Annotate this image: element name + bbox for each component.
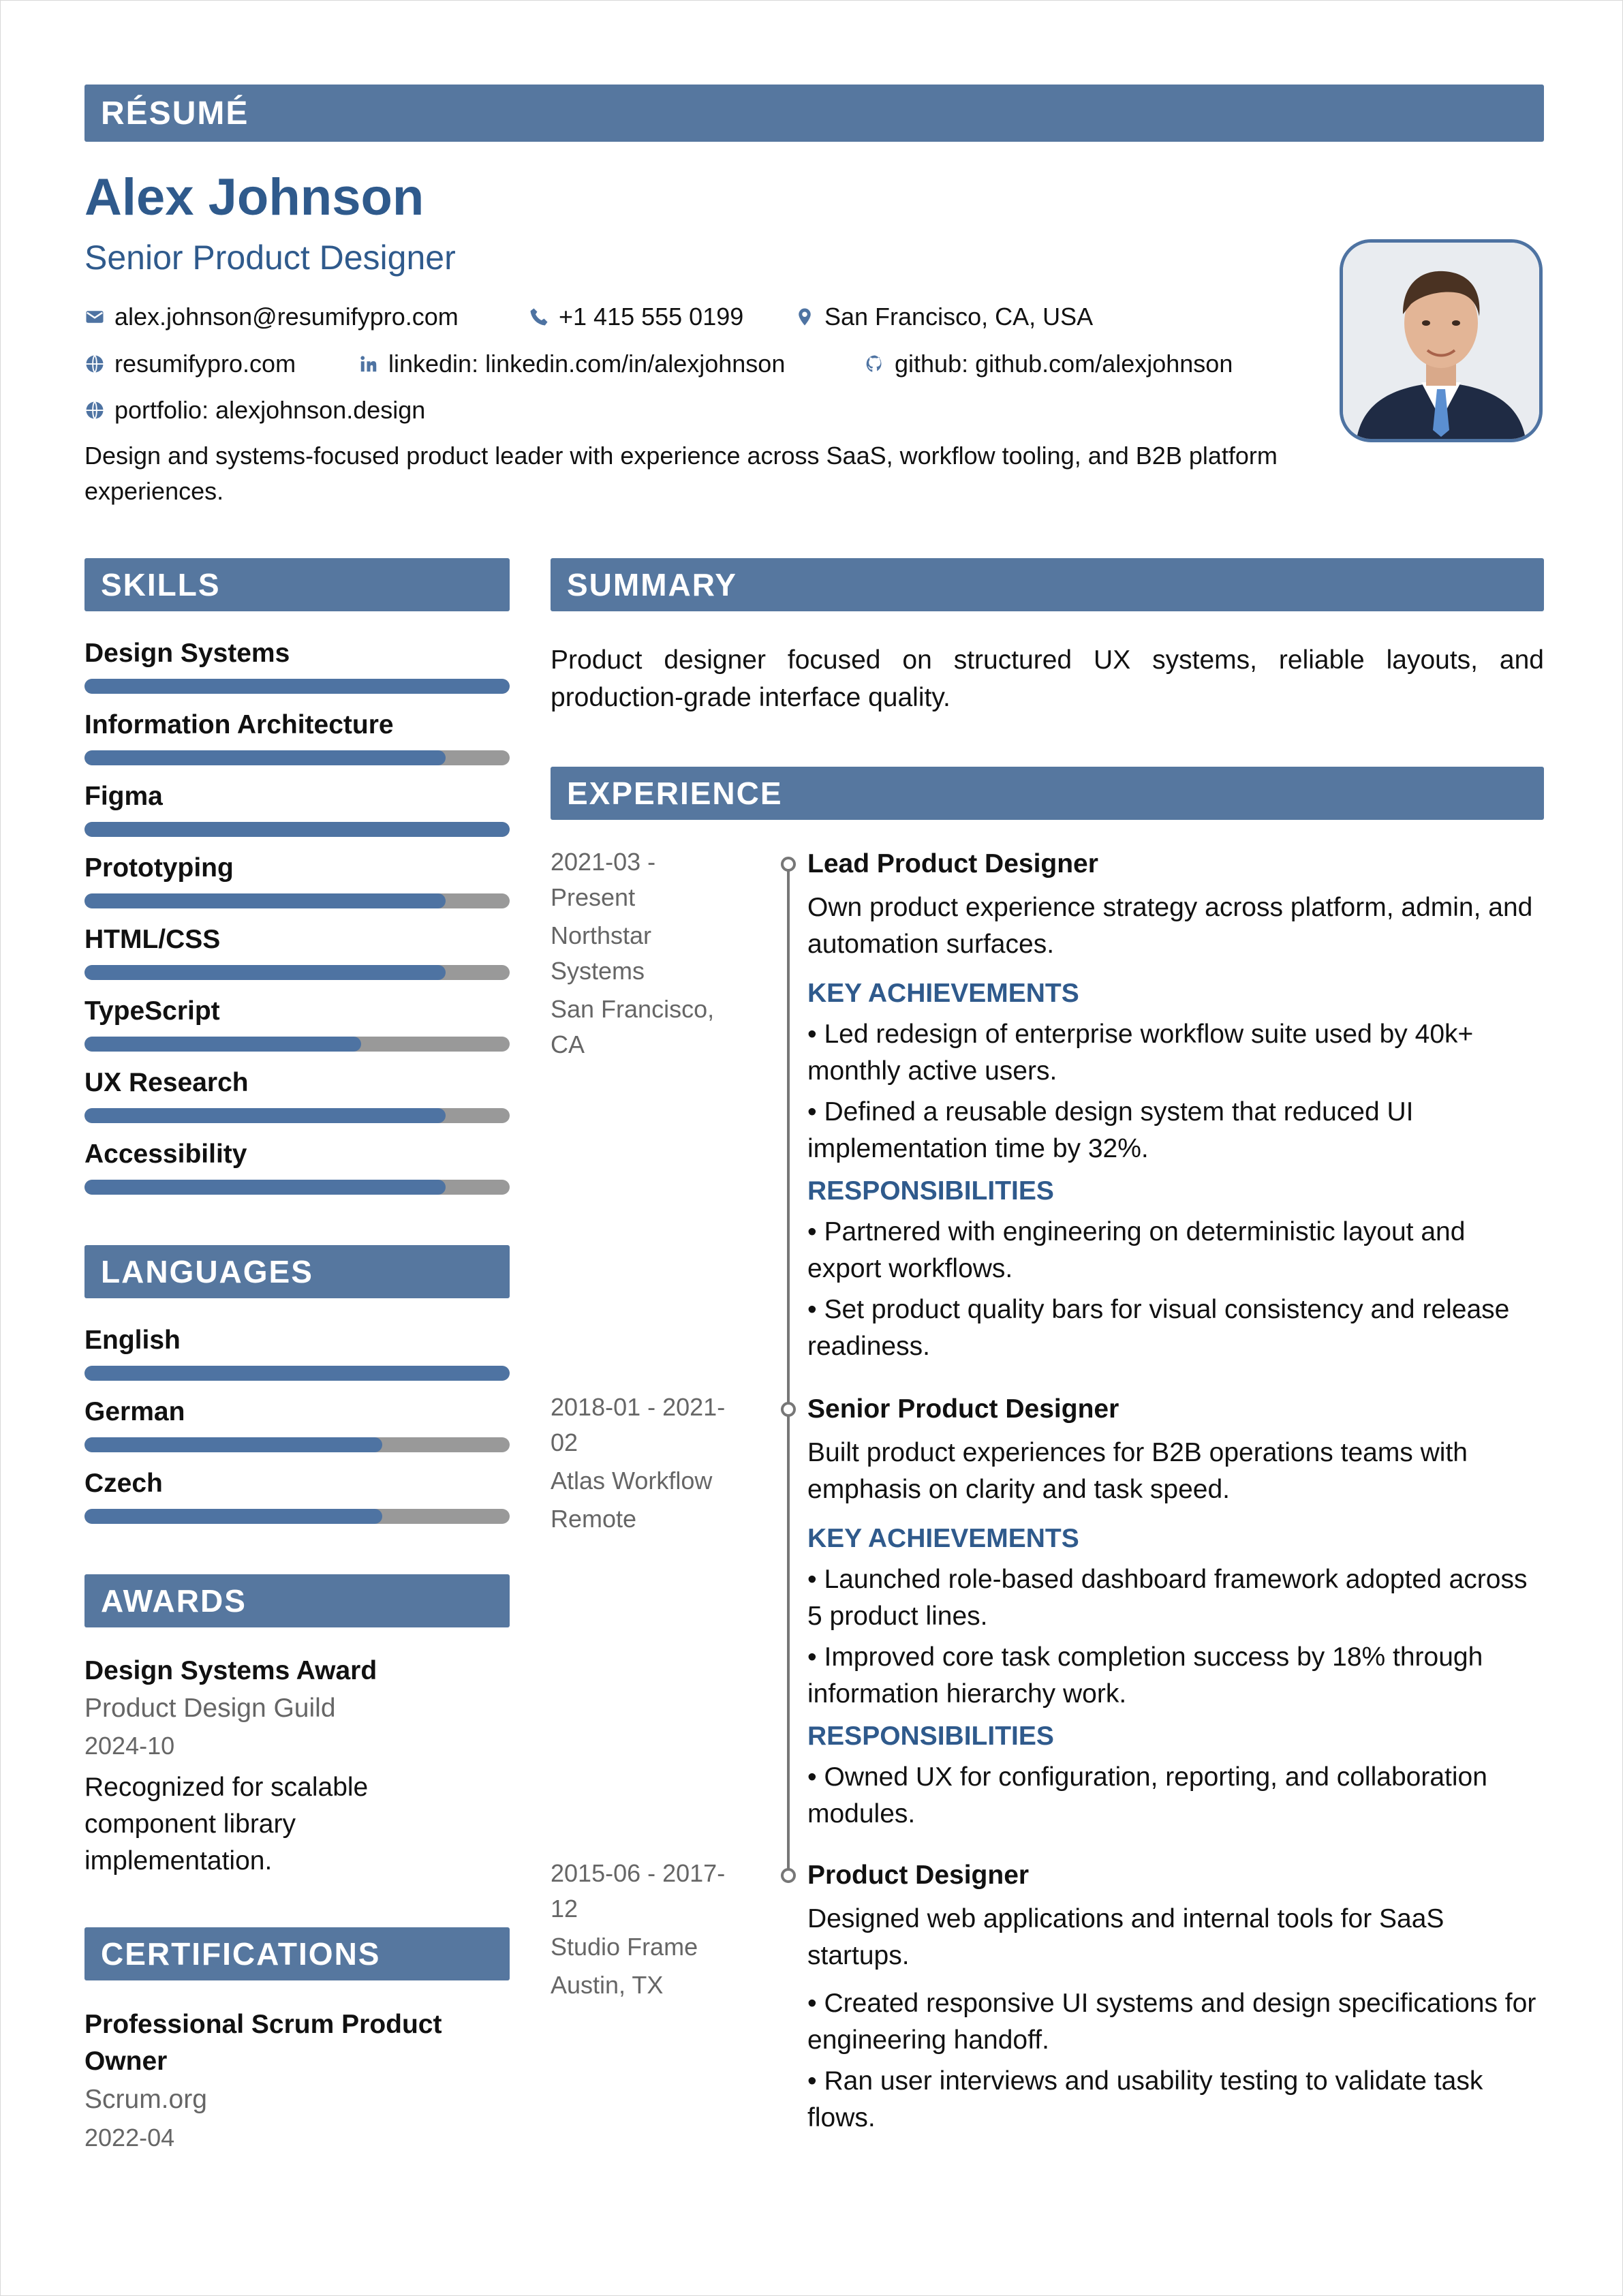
achievement-item: • Led redesign of enterprise workflow suite used by 40k+ monthly active users.	[807, 1020, 1474, 1086]
achievement-item: • Launched role-based dashboard framework adopted across 5 product lines.	[807, 1565, 1528, 1631]
timeline-dot	[781, 857, 796, 872]
job-location: Remote	[551, 1505, 637, 1533]
candidate-name: Alex Johnson	[84, 168, 424, 226]
experience-timeline	[787, 865, 790, 1875]
contact-location-text: San Francisco, CA, USA	[824, 303, 1094, 331]
skills-heading	[84, 558, 510, 611]
location-pin-icon	[794, 307, 815, 327]
contact-github-text: github: github.com/alexjohnson	[895, 350, 1233, 378]
skill-bar	[84, 750, 510, 765]
job-description: Designed web applications and internal tools for SaaS startups.	[807, 1904, 1444, 1970]
skills-heading-label: SKILLS	[101, 567, 221, 602]
globe-icon	[84, 354, 105, 374]
github-icon	[865, 354, 885, 374]
job-description: Own product experience strategy across platform, admin, and automation surfaces.	[807, 893, 1533, 959]
contact-portfolio[interactable]	[84, 396, 425, 425]
language-name: German	[84, 1397, 185, 1426]
skill-bar-fill	[84, 965, 446, 980]
certification-title: Professional Scrum Product Owner	[84, 2010, 442, 2076]
achievement-item: • Defined a reusable design system that reduced UI implementation time by 32%.	[807, 1097, 1414, 1163]
job-dates: 2015-06 - 2017-12	[551, 1859, 726, 1923]
job-title: Lead Product Designer	[807, 849, 1098, 878]
awards-heading	[84, 1574, 510, 1627]
certifications-heading-label: CERTIFICATIONS	[101, 1936, 381, 1972]
job-bullet: • Created responsive UI systems and design specifications for engineering handoff.	[807, 1989, 1536, 2055]
responsibilities-label: RESPONSIBILITIES	[807, 1176, 1054, 1206]
languages-heading	[84, 1245, 510, 1298]
award-title: Design Systems Award	[84, 1656, 377, 1685]
experience-heading	[551, 767, 1544, 820]
skill-name: Accessibility	[84, 1139, 247, 1169]
key-achievements-label: KEY ACHIEVEMENTS	[807, 1524, 1079, 1553]
skill-bar-fill	[84, 1037, 361, 1052]
job-entry	[807, 846, 1543, 1365]
responsibility-item: • Set product quality bars for visual consistency and release readiness.	[807, 1295, 1510, 1361]
skill-bar	[84, 1180, 510, 1195]
contact-phone-text: +1 415 555 0199	[559, 303, 744, 331]
phone-icon	[529, 307, 549, 327]
summary-heading	[551, 558, 1544, 611]
timeline-dot	[781, 1402, 796, 1417]
experience-heading-label: EXPERIENCE	[567, 776, 783, 811]
skill-name: Prototyping	[84, 853, 234, 883]
contact-linkedin[interactable]	[358, 350, 785, 378]
summary-text: Product designer focused on structured UX systems, reliable layouts, and production-grade interface quality.	[551, 645, 1544, 712]
language-bar	[84, 1437, 510, 1452]
linkedin-icon	[358, 354, 379, 374]
language-bar-fill	[84, 1509, 382, 1524]
language-name: English	[84, 1326, 181, 1355]
achievement-item: • Improved core task completion success by 18% through information hierarchy work.	[807, 1642, 1483, 1709]
skill-name: UX Research	[84, 1068, 249, 1097]
contact-email-text: alex.johnson@resumifypro.com	[114, 303, 459, 331]
resume-band-label: RÉSUMÉ	[101, 95, 249, 132]
mail-icon	[84, 307, 105, 327]
skill-bar	[84, 1108, 510, 1123]
skill-bar-fill	[84, 893, 446, 908]
resume-header-band	[84, 85, 1544, 142]
certification-date: 2022-04	[84, 2124, 175, 2152]
skill-bar	[84, 822, 510, 837]
skill-name: Design Systems	[84, 639, 290, 668]
job-meta	[551, 844, 741, 1062]
job-entry	[807, 1857, 1543, 2137]
job-company: Studio Frame	[551, 1933, 698, 1961]
award-description: Recognized for scalable component library implementation.	[84, 1773, 369, 1876]
certifications-heading	[84, 1927, 510, 1980]
skill-bar	[84, 893, 510, 908]
responsibility-item: • Partnered with engineering on deterministic layout and export workflows.	[807, 1217, 1466, 1283]
timeline-dot	[781, 1868, 796, 1883]
skill-bar	[84, 965, 510, 980]
summary-heading-label: SUMMARY	[567, 567, 737, 602]
job-bullet: • Ran user interviews and usability testing to validate task flows.	[807, 2066, 1483, 2132]
contact-location	[794, 303, 1093, 331]
skill-bar-fill	[84, 750, 446, 765]
job-dates: 2021-03 - Present	[551, 848, 656, 911]
job-title: Product Designer	[807, 1861, 1030, 1890]
language-name: Czech	[84, 1469, 163, 1498]
contact-phone[interactable]	[529, 303, 743, 331]
job-meta	[551, 1390, 741, 1537]
job-entry	[807, 1391, 1543, 1833]
certification-issuer: Scrum.org	[84, 2085, 207, 2114]
job-meta	[551, 1856, 741, 2003]
tagline: Design and systems-focused product leader with experience across SaaS, workflow tooling, and B2B platform experiences.	[84, 442, 1278, 505]
job-company: Northstar Systems	[551, 921, 652, 985]
contact-email[interactable]	[84, 303, 459, 331]
language-bar	[84, 1509, 510, 1524]
award-date: 2024-10	[84, 1732, 175, 1760]
language-bar	[84, 1366, 510, 1381]
contact-website-text: resumifypro.com	[114, 350, 296, 378]
skill-bar	[84, 679, 510, 694]
key-achievements-label: KEY ACHIEVEMENTS	[807, 979, 1079, 1008]
job-description: Built product experiences for B2B operations teams with emphasis on clarity and task speed.	[807, 1438, 1468, 1504]
job-title: Senior Product Designer	[807, 1394, 1119, 1424]
responsibilities-label: RESPONSIBILITIES	[807, 1721, 1054, 1751]
responsibility-item: • Owned UX for configuration, reporting, and collaboration modules.	[807, 1762, 1487, 1828]
candidate-title: Senior Product Designer	[84, 239, 456, 277]
contact-portfolio-text: portfolio: alexjohnson.design	[114, 396, 426, 424]
skill-bar	[84, 1037, 510, 1052]
contact-linkedin-text: linkedin: linkedin.com/in/alexjohnson	[388, 350, 786, 378]
globe-icon	[84, 400, 105, 420]
skill-name: HTML/CSS	[84, 925, 221, 954]
profile-photo-illustration	[1343, 243, 1539, 439]
languages-heading-label: LANGUAGES	[101, 1254, 313, 1289]
skill-bar-fill	[84, 679, 510, 694]
contact-website[interactable]	[84, 350, 296, 378]
profile-photo	[1340, 239, 1543, 442]
skill-name: TypeScript	[84, 996, 220, 1026]
job-location: Austin, TX	[551, 1971, 664, 1999]
job-company: Atlas Workflow	[551, 1467, 713, 1495]
awards-heading-label: AWARDS	[101, 1583, 247, 1619]
skill-bar-fill	[84, 1180, 446, 1195]
contact-github[interactable]	[865, 350, 1233, 378]
award-issuer: Product Design Guild	[84, 1694, 336, 1723]
skill-name: Figma	[84, 782, 163, 811]
job-location: San Francisco, CA	[551, 995, 715, 1058]
skill-bar-fill	[84, 1108, 446, 1123]
job-dates: 2018-01 - 2021-02	[551, 1393, 726, 1456]
skill-bar-fill	[84, 822, 510, 837]
skill-name: Information Architecture	[84, 710, 394, 739]
language-bar-fill	[84, 1437, 382, 1452]
language-bar-fill	[84, 1366, 510, 1381]
